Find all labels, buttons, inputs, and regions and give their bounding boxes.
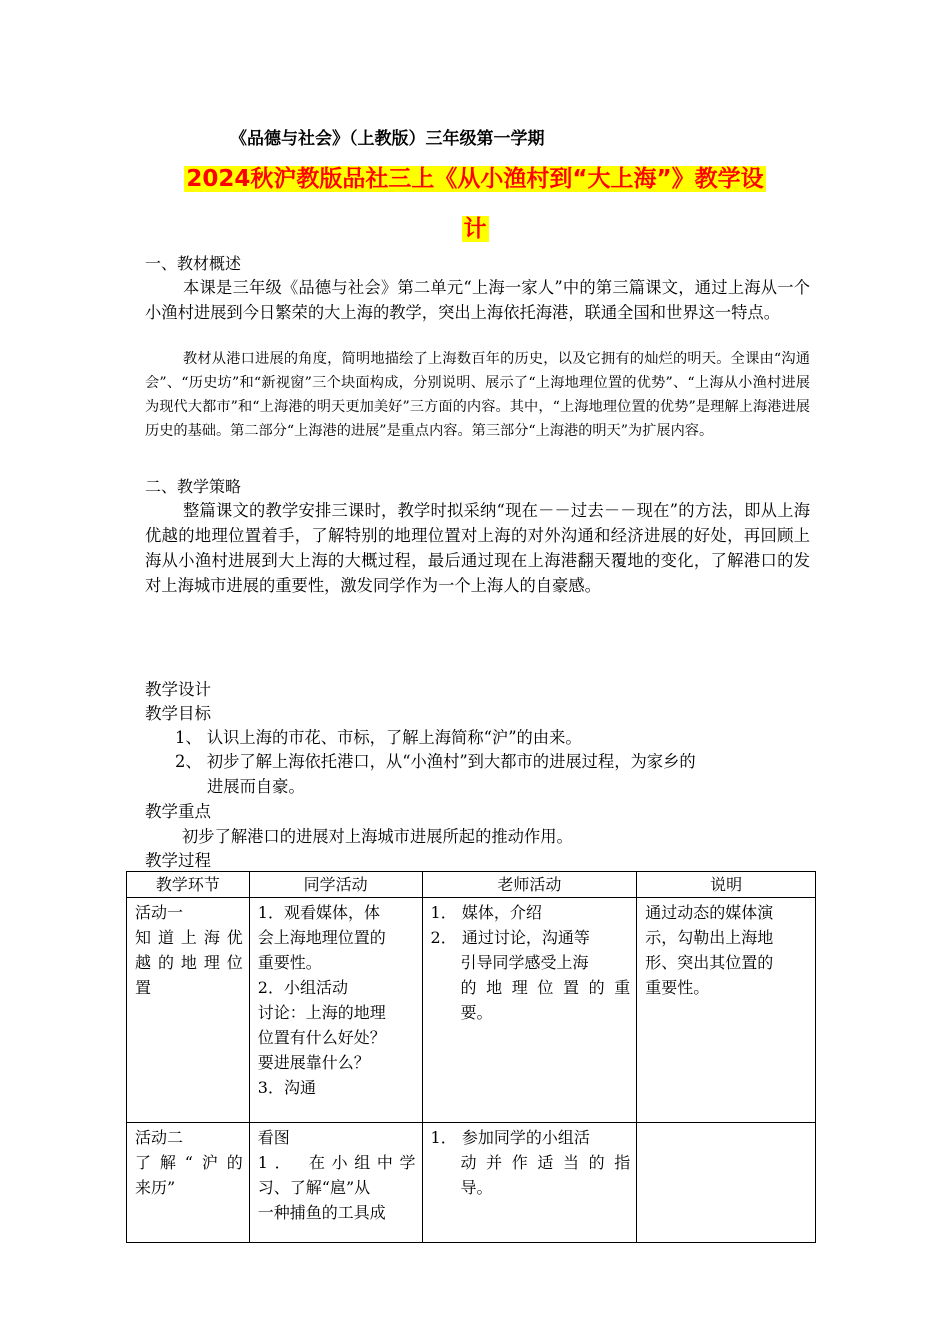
title-highlight-1: 2024秋沪教版品社三上《从小渔村到“大上海”》教学设 <box>186 166 764 192</box>
cell-line: 动并作适当的指 <box>460 1153 631 1172</box>
cell-line: 1． 在小组中学 <box>257 1153 416 1172</box>
cell-line: 的地理位置的重 <box>460 978 631 997</box>
design-label: 教学设计 <box>145 680 211 699</box>
table-row <box>127 898 816 1123</box>
cell-line: 了解“沪的 <box>135 1153 243 1172</box>
focus-label: 教学重点 <box>145 802 211 821</box>
section2-heading: 二、教学策略 <box>145 477 242 496</box>
goal-2: 2、 初步了解上海依托港口，从“小渔村”到大都市的进展过程，为家乡的 <box>175 752 696 771</box>
section1-heading: 一、教材概述 <box>145 254 242 273</box>
goal-2-continued: 进展而自豪。 <box>207 777 305 796</box>
cell-line: 越的地理位 <box>135 953 243 972</box>
section1-paragraph1 <box>145 275 810 325</box>
stage-cell <box>127 898 250 1123</box>
cell-line: 一种捕鱼的工具成 <box>257 1203 386 1222</box>
title-highlight-2: 计 <box>463 216 487 242</box>
section2-paragraph: 整篇课文的教学安排三课时，教学时拟采纳“现在－－过去－－现在”的方法，即从上海优越的地理位置着手，了解特别的地理位置对上海的对外沟通和经济进展的好处，再回顾上海从小渔村进展到大上海的大概过程，最后通过现在上海港翻天覆地的变化，了解港口的发对上海城市进展的重要性，激发同学作为一个上海人的自豪感。 <box>145 501 810 595</box>
focus-text: 初步了解港口的进展对上海城市进展所起的推动作用。 <box>182 827 573 846</box>
cell-line: 示，勾勒出上海地 <box>645 928 774 947</box>
cell-line: 2．小组活动 <box>257 978 348 997</box>
cell-line: 要。 <box>460 1003 493 1022</box>
cell-line: 来历” <box>135 1178 176 1197</box>
cell-line: 重要性。 <box>257 953 322 972</box>
cell-line: 3．沟通 <box>257 1078 316 1097</box>
goal-1: 1、 认识上海的市花、市标，了解上海简称“沪”的由来。 <box>175 728 582 747</box>
stage-cell <box>127 1123 250 1243</box>
table-header-cell: 同学活动 <box>249 872 422 898</box>
cell-line: 形、突出其位置的 <box>645 953 774 972</box>
cell-line: 要进展靠什么？ <box>257 1053 370 1072</box>
cell-line: 看图 <box>257 1128 290 1147</box>
cell-line: 知道上海优 <box>135 928 243 947</box>
table-header-cell: 老师活动 <box>422 872 637 898</box>
teacher-cell <box>422 1123 637 1243</box>
table-row <box>127 1123 816 1243</box>
cell-line: 位置有什么好处？ <box>257 1028 386 1047</box>
goals-label: 教学目标 <box>145 704 211 723</box>
cell-line: 活动二 <box>135 1128 184 1147</box>
cell-line: 习、了解“扈”从 <box>257 1178 371 1197</box>
cell-line: 活动一 <box>135 903 184 922</box>
note-cell <box>637 1123 816 1243</box>
table-header-cell: 说明 <box>637 872 816 898</box>
document-title-line2 <box>0 210 950 243</box>
section1-paragraph2: 教材从港口进展的角度，简明地描绘了上海数百年的历史，以及它拥有的灿烂的明天。全课由“沟通会”、“历史坊”和“新视窗”三个块面构成，分别说明、展示了“上海地理位置的优势”、“上海从小渔村进展为现代大都市”和“上海港的明天更加美好”三方面的内容。其中，“上海地理位置的优势”是理解上海港进展历史的基础。第二部分“上海港的进展”是重点内容。第三部分“上海港的明天”为扩展内容。 <box>145 351 810 439</box>
document-subtitle: 《品德与社会》（上教版）三年级第一学期 <box>230 129 545 149</box>
teacher-cell <box>422 898 637 1123</box>
cell-line: 置 <box>135 978 152 997</box>
process-label: 教学过程 <box>145 851 211 870</box>
cell-line: 1． 媒体，介绍 <box>430 903 542 922</box>
process-table <box>126 871 816 1243</box>
student-cell <box>249 1123 422 1243</box>
table-header-cell: 教学环节 <box>127 872 250 898</box>
student-cell <box>249 898 422 1123</box>
cell-line: 会上海地理位置的 <box>257 928 386 947</box>
cell-line: 重要性。 <box>645 978 710 997</box>
cell-line: 通过动态的媒体演 <box>645 903 774 922</box>
table-header-row <box>127 872 816 898</box>
document-title-line1 <box>0 160 950 193</box>
cell-line: 1．观看媒体，体 <box>257 903 380 922</box>
cell-line: 讨论：上海的地理 <box>257 1003 386 1022</box>
cell-line: 2． 通过讨论，沟通等 <box>430 928 590 947</box>
cell-line: 导。 <box>460 1178 493 1197</box>
cell-line: 1． 参加同学的小组活 <box>430 1128 590 1147</box>
section1-para1-text: 本课是三年级《品德与社会》第二单元“上海一家人”中的第三篇课文，通过上海从一个小渔村进展到今日繁荣的大上海的教学，突出上海依托海港，联通全国和世界这一特点。 <box>145 278 810 322</box>
cell-line: 引导同学感受上海 <box>460 953 589 972</box>
note-cell <box>637 898 816 1123</box>
